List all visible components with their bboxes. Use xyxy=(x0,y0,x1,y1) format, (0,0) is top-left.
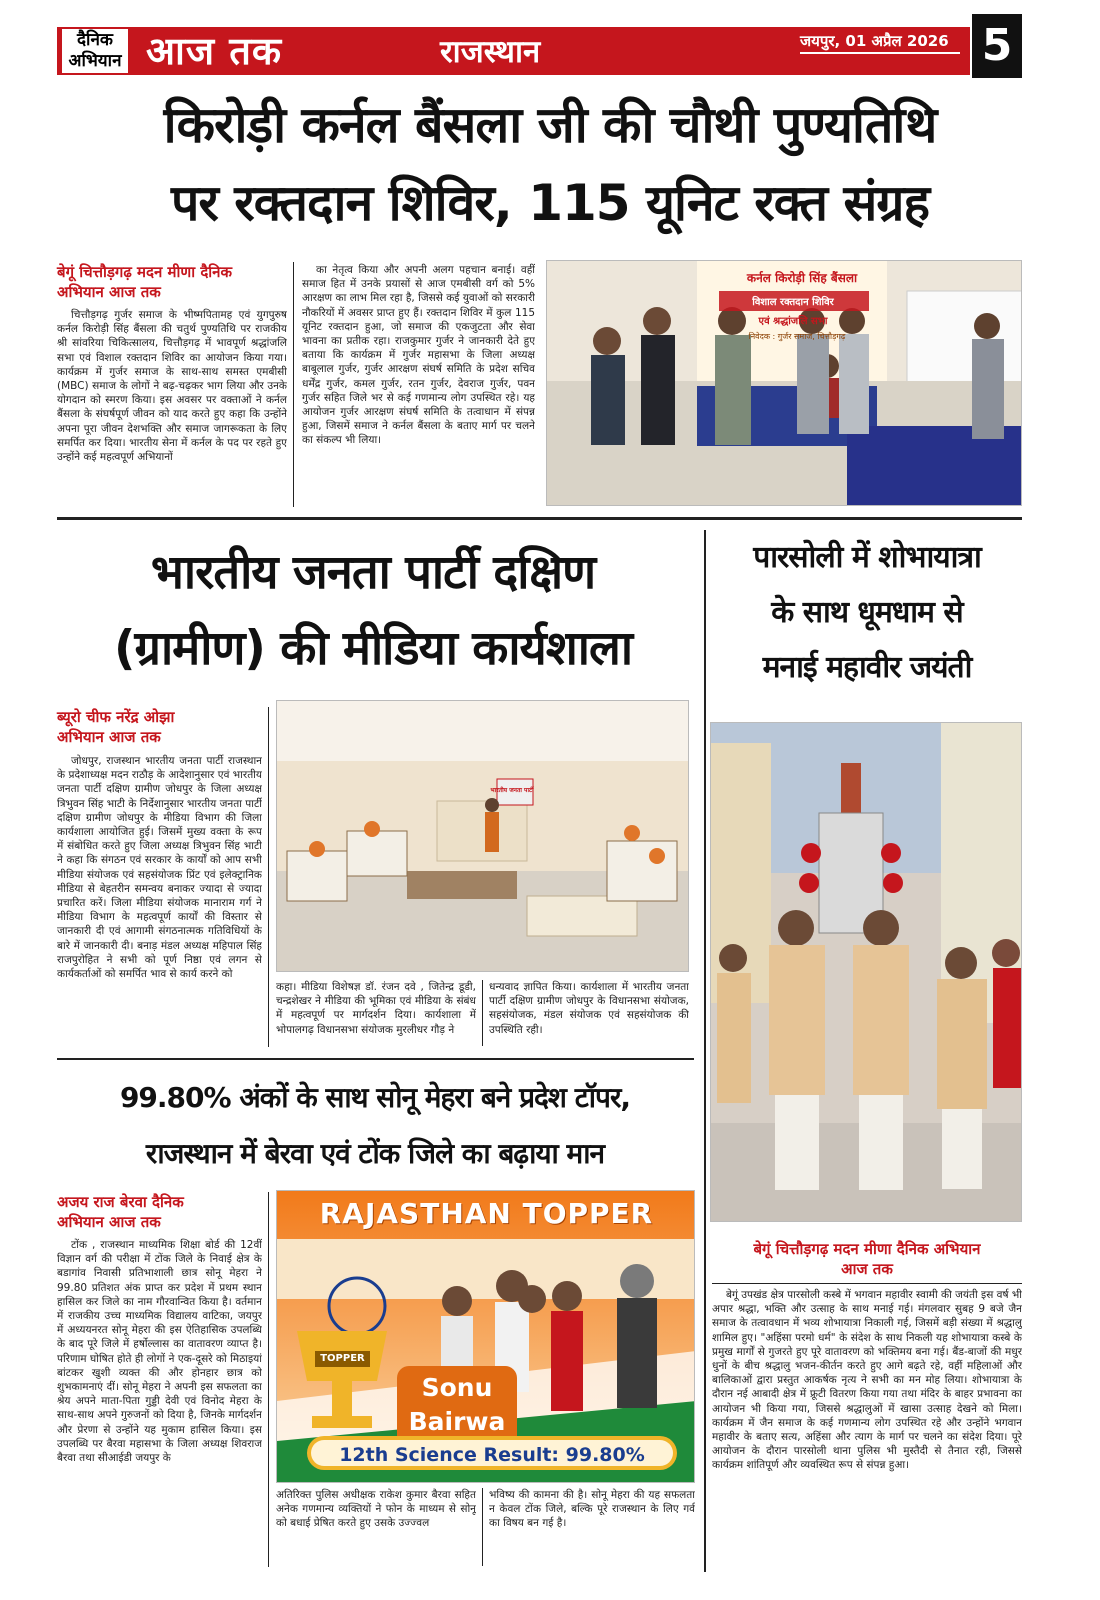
story4-body-col-2 xyxy=(276,1488,476,1566)
story4-byline-line-1: अजय राज बेरवा दैनिक xyxy=(57,1193,184,1211)
story3-headline-line-1: पारसोली में शोभायात्रा xyxy=(753,540,981,575)
brand-logo: आज तक xyxy=(146,29,283,73)
story3-photo xyxy=(710,722,1022,1222)
story1-banner-line-3: एवं श्रद्धांजलि सभा xyxy=(758,316,828,327)
story4-poster xyxy=(276,1190,695,1483)
story2-hall-sign: भारतीय जनता पार्टी xyxy=(490,787,534,794)
story2-body-col-1 xyxy=(57,754,262,1046)
story1-banner-title: कर्नल किरोड़ी सिंह बैंसला xyxy=(746,271,858,285)
vertical-divider xyxy=(704,530,706,1572)
story2-body-col-3 xyxy=(489,980,689,1048)
story1-body-col-1 xyxy=(57,308,287,508)
story2-photo xyxy=(276,700,689,972)
section-title: राजस्थान xyxy=(440,34,541,70)
story2-headline-line-2: (ग्रामीण) की मीडिया कार्यशाला xyxy=(114,621,632,676)
story4-name-line-2: Bairwa xyxy=(408,1407,506,1436)
dateline: जयपुर, 01 अप्रैल 2026 xyxy=(800,32,949,50)
story4-body-col-1-text: टोंक , राजस्थान माध्यमिक शिक्षा बोर्ड की 12वीं विज्ञान वर्ग की परीक्षा में टोंक जिले के निवाई क्षेत्र के बडागांव निवासी प्रतिभाशाली छात्र सोनू मेहरा ने 99.80 प्रतिशत अंक प्राप्त कर प्रदेश में प्रथम स्थान हासिल कर जिले का नाम गौरवान्वित किया है। वर्तमान में राजकीय उच्च माध्यमिक विद्यालय वाटिका, जयपुर में अध्ययनरत सोनू मेहरा की इस ऐतिहासिक उपलब्धि के बाद पूरे जिले में हर्षोल्लास का वातावरण व्याप्त है। परिणाम घोषित होते ही लोगों ने एक-दूसरे को मिठाइयां बांटकर खुशी व्यक्त की और होनहार छात्र को शुभकामनाएं दीं। सोनू मेहरा ने अपनी इस सफलता का श्रेय अपने माता-पिता गुड्डी देवी एवं विनोद मेहरा के साथ-साथ अपने गुरुजनों को दिया है, जिनके मार्गदर्शन और प्रेरणा से उन्होंने यह मुकाम हासिल किया। इस उपलब्धि पर बैरवा महासभा के जिला अध्यक्ष शिवराज बैरवा तथा सीआईडी जयपुर के xyxy=(57,1239,262,1465)
story1-photo xyxy=(546,260,1022,506)
story3-byline-line-1: बेगूं चित्तौड़गढ़ मदन मीणा दैनिक अभियान xyxy=(753,1240,981,1258)
story4-body-col-3 xyxy=(489,1488,695,1566)
byline-rule xyxy=(712,1283,1022,1284)
brand-small-line-1: दैनिक xyxy=(77,30,113,50)
story2-byline-line-1: ब्यूरो चीफ नरेंद्र ओझा xyxy=(57,708,175,726)
story3-byline-line-2: आज तक xyxy=(841,1260,893,1278)
brand-small-line-2: अभियान xyxy=(68,51,122,71)
brand-small-logo xyxy=(62,29,128,73)
story4-trophy-label: TOPPER xyxy=(320,1353,365,1364)
story4-body-col-2-text: अतिरिक्त पुलिस अधीक्षक राकेश कुमार बैरवा सहित अनेक गणमान्य व्यक्तियों ने फोन के माध्यम से सोनू को बधाई प्रेषित करते हुए उसके उज्ज्वल xyxy=(276,1489,476,1530)
story1-banner-line-4: निवेदक : गुर्जर समाज, चित्तौड़गढ़ xyxy=(748,332,846,341)
story2-body-col-3-text: धन्यवाद ज्ञापित किया। कार्यशाला में भारतीय जनता पार्टी दक्षिण ग्रामीण जोधपुर के विधानसभा संयोजक, सहसंयोजक, मंडल संयोजक एवं सहसंयोजक की उपस्थिति रही। xyxy=(489,981,689,1036)
story3-headline-line-3: मनाई महावीर जयंती xyxy=(762,650,972,685)
story3-byline xyxy=(712,1239,1022,1279)
story4-headline-line-2: राजस्थान में बेरवा एवं टोंक जिले का बढ़ाया मान xyxy=(145,1137,605,1170)
story1-byline xyxy=(57,262,287,302)
story4-body-col-1 xyxy=(57,1238,262,1568)
story3-headline-line-2: के साथ धूमधाम से xyxy=(771,595,963,630)
story4-byline xyxy=(57,1192,262,1232)
story4-headline-line-1: 99.80% अंकों के साथ सोनू मेहरा बने प्रदेश टॉपर, xyxy=(119,1081,631,1114)
column-divider xyxy=(482,1488,483,1566)
story1-headline-line-1: किरोड़ी कर्नल बैंसला जी की चौथी पुण्यतिथि xyxy=(163,96,937,154)
section-divider xyxy=(57,517,1022,520)
story1-body-col-1-text: चित्तौड़गढ़ गुर्जर समाज के भीष्मपितामह एवं युगपुरुष कर्नल किरोड़ी सिंह बैंसला की चतुर्थ पुण्यतिथि पर राजकीय श्री सांवरिया चिकित्सालय, चित्तौड़गढ़ में भावपूर्ण श्रद्धांजलि सभा एवं विशाल रक्तदान शिविर का आयोजन किया गया। कार्यक्रम में गुर्जर समाज के साथ-साथ समस्त एमबीसी (MBC) समाज के लोगों ने बढ़-चढ़कर भाग लिया और उनके योगदान को स्मरण किया। इस अवसर पर वक्ताओं ने कर्नल बैंसला के संघर्षपूर्ण जीवन को याद करते हुए कहा कि उन्होंने अपना पूरा जीवन देशभक्ति और समाज जागरूकता के लिए समर्पित कर दिया। भारतीय सेना में कर्नल के पद पर रहते हुए उन्होंने कई महत्वपूर्ण अभियानों xyxy=(57,309,287,464)
story2-body-col-2-text: कहा। मीडिया विशेषज्ञ डॉ. रंजन दवे , जितेन्द्र डूडी, चन्द्रशेखर ने मीडिया की भूमिका एवं मीडिया के संबंध में महत्वपूर्ण पर मार्गदर्शन दिया। कार्यशाला में भोपालगढ़ विधानसभा संयोजक मुरलीधर गौड़ ने xyxy=(276,981,476,1036)
story1-byline-line-1: बेगूं चित्तौड़गढ़ मदन मीणा दैनिक xyxy=(57,263,233,281)
story4-name-line-1: Sonu xyxy=(421,1373,493,1402)
story3-body xyxy=(712,1288,1022,1566)
story4-byline-line-2: अभियान आज तक xyxy=(57,1213,161,1231)
section-divider xyxy=(57,1058,694,1060)
dateline-underline xyxy=(800,52,960,54)
story4-result: 12th Science Result: 99.80% xyxy=(339,1444,645,1466)
story2-headline-line-1: भारतीय जनता पार्टी दक्षिण xyxy=(150,545,596,600)
story4-poster-title: RAJASTHAN TOPPER xyxy=(319,1197,654,1230)
story2-byline xyxy=(57,707,262,747)
story3-body-text: बेगूं उपखंड क्षेत्र पारसोली कस्बे में भगवान महावीर स्वामी की जयंती इस वर्ष भी अपार श्रद्धा, भक्ति और उत्साह के साथ मनाई गई। मंगलवार सुबह 9 बजे जैन समाज के तत्वावधान में भव्य शोभायात्रा निकाली गई, जिसमें बड़ी संख्या में श्रद्धालु शामिल हुए। "अहिंसा परमो धर्म" के संदेश के साथ निकली यह शोभायात्रा कस्बे के प्रमुख मार्गों से गुजरते हुए पूरे वातावरण को भक्तिमय बना गई। बैंड-बाजों की मधुर धुनों के बीच श्रद्धालु भजन-कीर्तन करते हुए आगे बढ़ते रहे, वहीं महिलाओं और बालिकाओं द्वारा प्रस्तुत आकर्षक नृत्य ने सभी का मन मोह लिया। शोभायात्रा के दौरान नई आबादी क्षेत्र में फ्रूटी वितरण किया गया तथा मंदिर के बाहर प्रभावना का आयोजन भी किया गया, जिससे श्रद्धालुओं में खासा उत्साह देखने को मिला। कार्यक्रम में जैन समाज के कई गणमान्य लोग उपस्थित रहे और उन्होंने भगवान महावीर के बताए सत्य, अहिंसा और त्याग के मार्ग पर चलने का संदेश दिया। पूरे आयोजन के दौरान पारसोली थाना पुलिस भी मुस्तैदी से तैनात रही, जिससे कार्यक्रम शांतिपूर्ण और व्यवस्थित रूप से संपन्न हुआ। xyxy=(712,1289,1022,1472)
story1-byline-line-2: अभियान आज तक xyxy=(57,283,161,301)
story2-body-col-1-text: जोधपुर, राजस्थान भारतीय जनता पार्टी राजस्थान के प्रदेशाध्यक्ष मदन राठौड़ के आदेशानुसार एवं भारतीय जनता पार्टी दक्षिण ग्रामीण जोधपुर के जिला अध्यक्ष त्रिभुवन सिंह भाटी के निर्देशानुसार भारतीय जनता पार्टी दक्षिण ग्रामीण जोधपुर के मीडिया विभाग की जिला कार्यशाला आयोजित हुई। जिसमें मुख्य वक्ता के रूप में संबोधित करते हुए जिला अध्यक्ष त्रिभुवन सिंह भाटी ने कहा कि संगठन एवं सरकार के कार्यों को आप सभी मीडिया संयोजक एवं सहसंयोजक प्रिंट एवं इलेक्ट्रानिक मीडिया से बेहतरीन समन्वय बनाकर ज्यादा से ज्यादा प्रचारित करें। जिला मीडिया संयोजक मानाराम गर्ग ने मीडिया विभाग के महत्वपूर्ण कार्यों की विस्तार से जानकारी दी एवं आगामी संगठनात्मक गतिविधियों के बारे में जानकारी दी। बनाड़ मंडल अध्यक्ष महिपाल सिंह राजपुरोहित ने सभी को पूर्ण निष्ठा एवं लगन से कार्यकर्ताओं को समर्पित भाव से कार्य करने को xyxy=(57,755,262,981)
story2-byline-line-2: अभियान आज तक xyxy=(57,728,161,746)
story1-headline-line-2: पर रक्तदान शिविर, 115 यूनिट रक्त संग्रह xyxy=(170,174,929,232)
story4-body-col-3-text: भविष्य की कामना की है। सोनू मेहरा की यह सफलता न केवल टोंक जिले, बल्कि पूरे राजस्थान के लिए गर्व का विषय बन गई है। xyxy=(489,1489,695,1530)
column-divider xyxy=(268,1192,269,1567)
story1-banner-line-2: विशाल रक्तदान शिविर xyxy=(752,297,834,308)
story1-body-col-2-text: का नेतृत्व किया और अपनी अलग पहचान बनाई। वहीं समाज हित में उनके प्रयासों से आज एमबीसी वर्ग को 5% आरक्षण का लाभ मिल रहा है, जिससे कई युवाओं को सरकारी नौकरियों में अवसर प्राप्त हुए हैं। रक्तदान शिविर में कुल 115 यूनिट रक्तदान हुआ, जो समाज की एकजुटता और सेवा भावना का प्रतीक रहा। राजकुमार गुर्जर ने जानकारी देते हुए बताया कि कार्यक्रम में गुर्जर महासभा के जिला अध्यक्ष बाबूलाल गुर्जर, गुर्जर आरक्षण संघर्ष समिति के प्रदेश सचिव धर्मेंद्र गुर्जर, कमल गुर्जर, रतन गुर्जर, देवराज गुर्जर, पवन गुर्जर सहित जिले भर से कई गणमान्य लोग उपस्थित रहे। यह आयोजन गुर्जर आरक्षण संघर्ष समिति के तत्वाधान में संपन्न हुआ, जिसमें समाज ने कर्नल बैंसला के बताए मार्ग पर चलने का संकल्प भी लिया। xyxy=(302,264,535,447)
column-divider xyxy=(268,707,269,1047)
column-divider xyxy=(293,262,294,507)
page-number: 5 xyxy=(972,14,1022,78)
story2-body-col-2 xyxy=(276,980,476,1048)
story1-body-col-2 xyxy=(302,263,535,508)
column-divider xyxy=(482,980,483,1046)
